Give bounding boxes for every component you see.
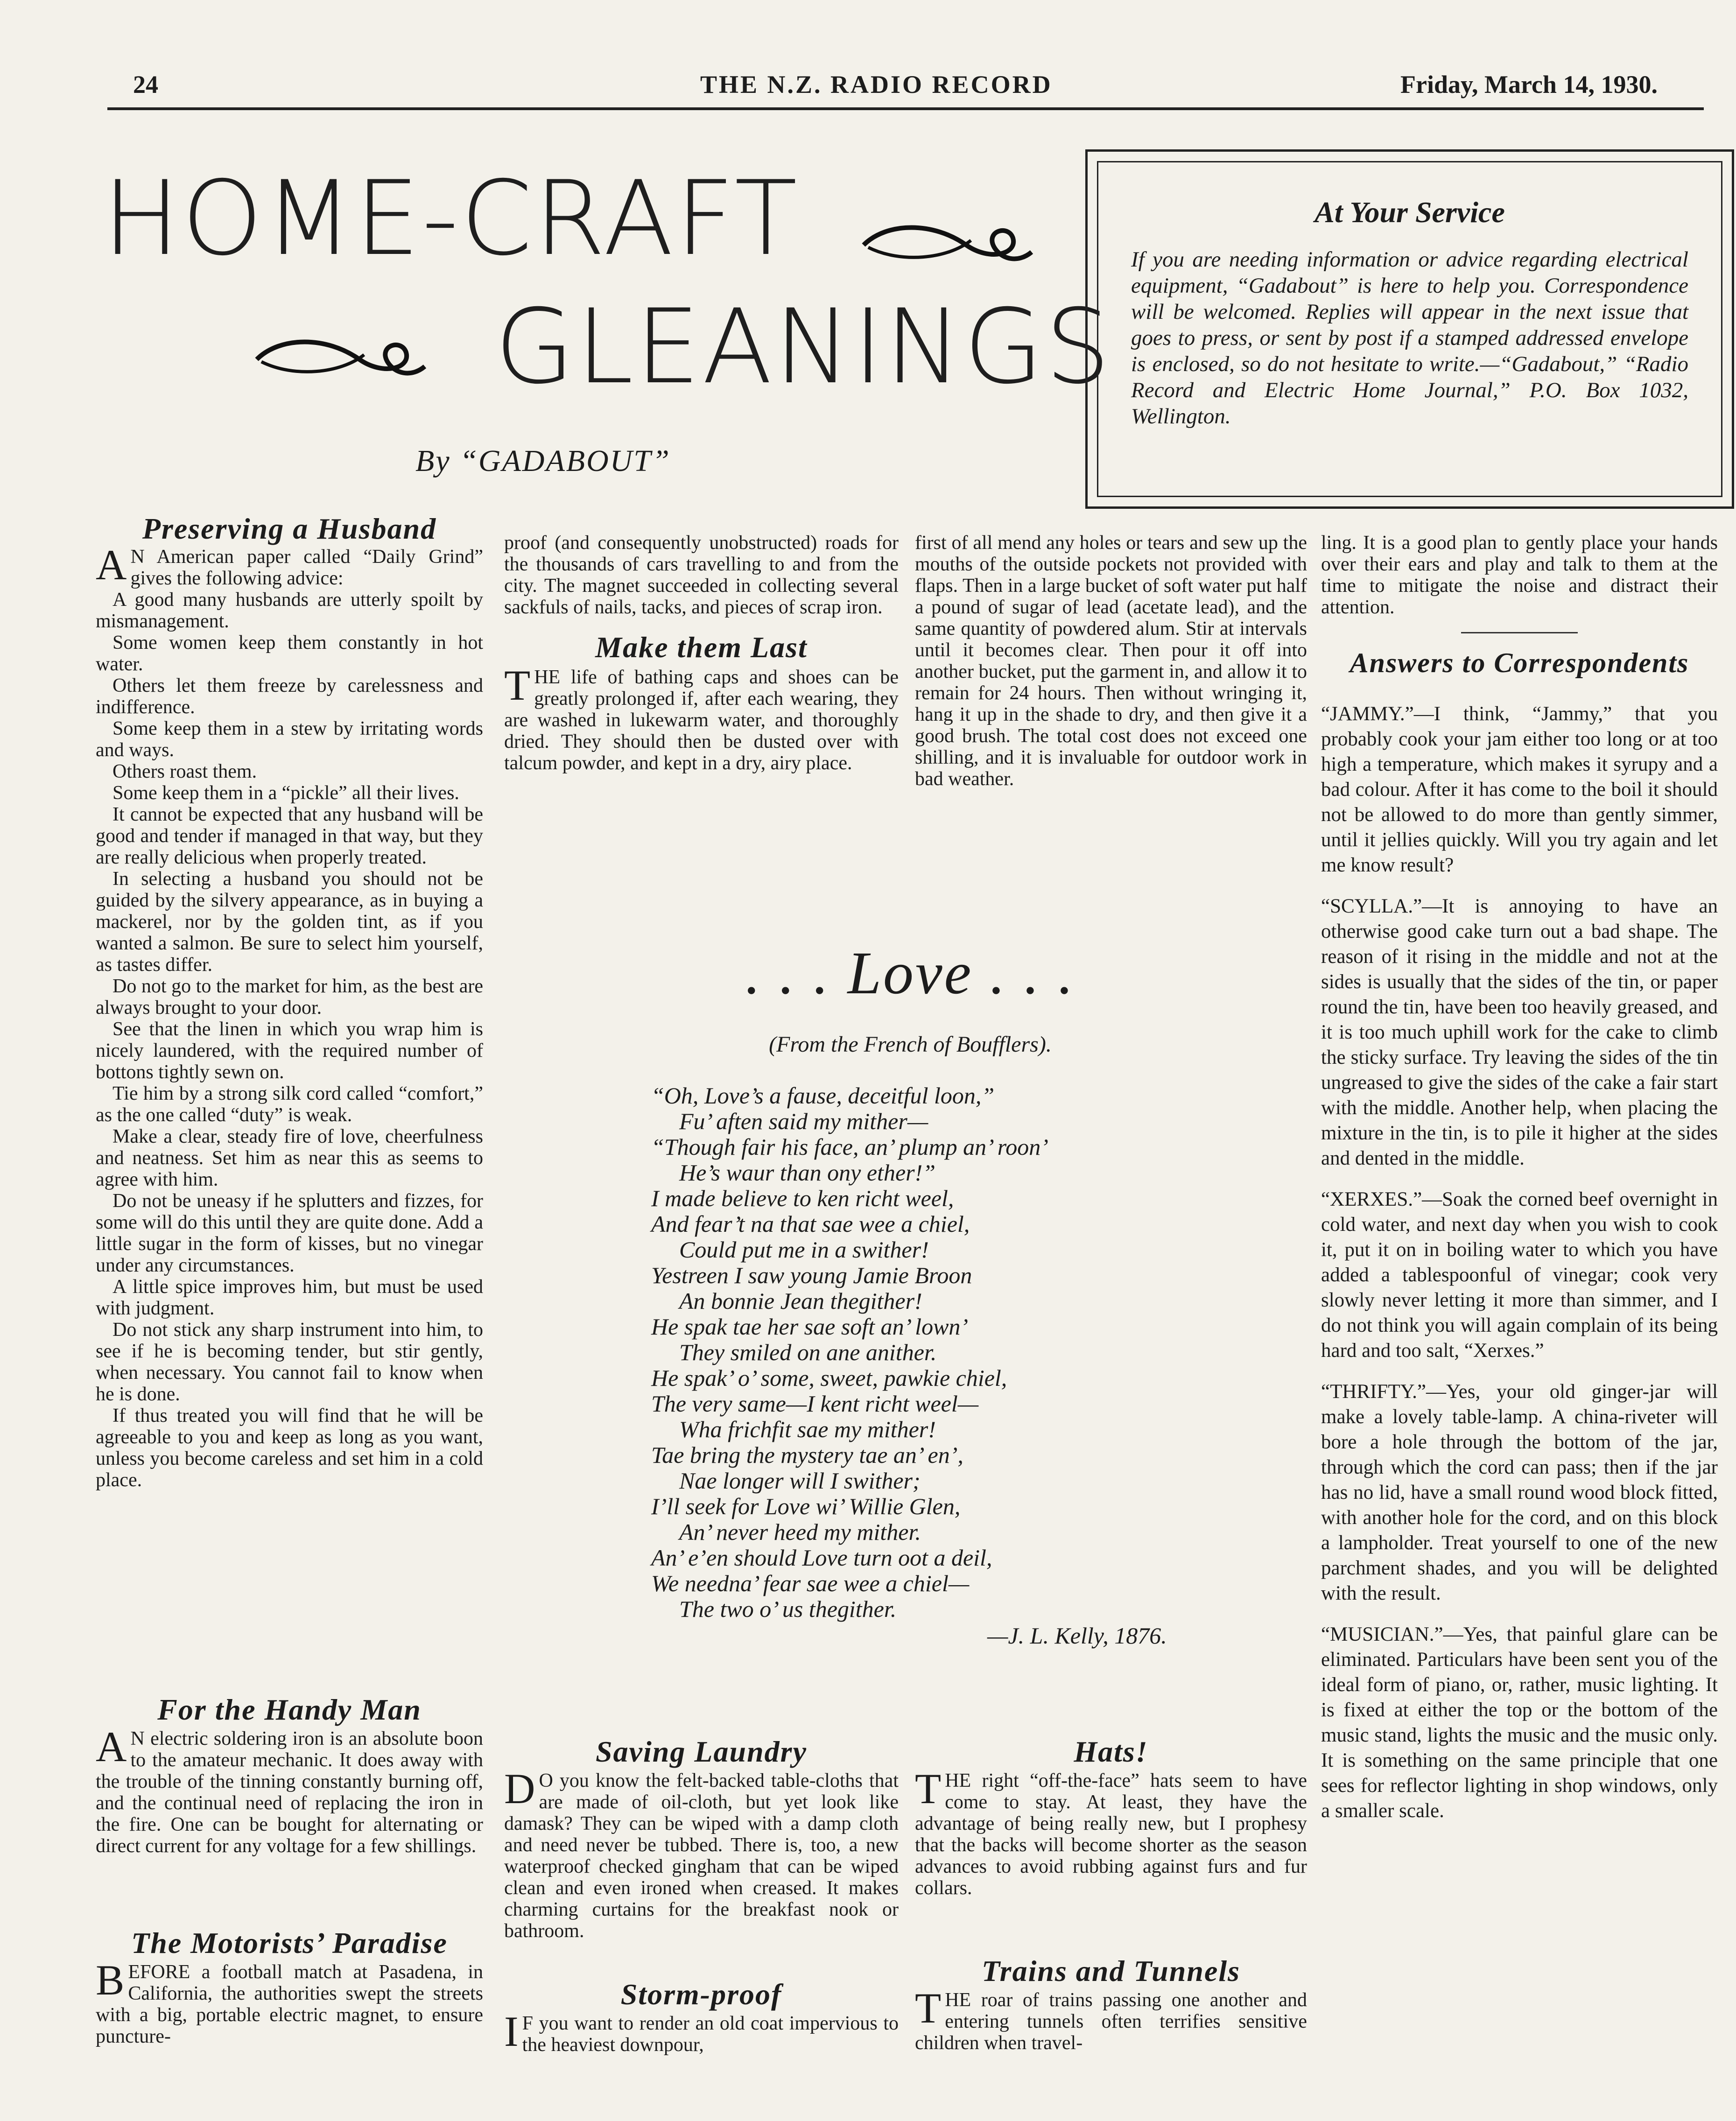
trains-continuation: ling. It is a good plan to gently place your hands over their ears and play and talk to them at the time to mitigate the noise and distract their attention. — [1321, 532, 1718, 618]
hats-text: HE right “off-the-face” hats seem to have come to stay. At least, they have the advantage of being really new, but I prophesy that the backs will become shorter as the season advances to avoid rubbing against furs and fur collars. — [915, 1770, 1307, 1899]
poem-line: An bonnie Jean thegither! — [679, 1288, 922, 1314]
answers-heading: Answers to Correspondents — [1349, 647, 1689, 678]
paragraph: Tie him by a strong silk cord called “comfort,” as the one called “duty” is weak. — [96, 1083, 483, 1126]
page-number: 24 — [133, 70, 158, 98]
poem-line: We needna’ fear sae wee a chiel— — [651, 1570, 970, 1596]
title-line-2: GLEANINGS — [495, 287, 1112, 407]
paragraph: It cannot be expected that any husband will be good and tender if managed in that way, but they are really delicious when properly treated. — [96, 804, 483, 868]
issue-date: Friday, March 14, 1930. — [1400, 70, 1658, 98]
hats-article — [915, 1735, 1307, 1899]
poem-line: He spak’ o’ some, sweet, pawkie chiel, — [651, 1365, 1007, 1391]
handy-man-text: N electric soldering iron is an absolute boon to the amateur mechanic. It does away with the trouble of the tinning constantly burning off, and the continual need of replacing the iron in the fire. One can be bought for alternating or direct current for any voltage for a few shillings. — [96, 1728, 483, 1857]
motorists-continuation: proof (and consequently unobstructed) roads for the thousands of cars travelling to and from the city. The magnet succeeded in collecting several sackfuls of nails, tacks, and pieces of scrap iron. — [504, 532, 899, 618]
answers-list — [1321, 702, 1718, 1824]
love-subtitle: (From the French of Boufflers). — [769, 1032, 1052, 1057]
paragraph: N American paper called “Daily Grind” gives the following advice: — [130, 546, 483, 589]
paragraph: In selecting a husband you should not be guided by the silvery appearance, as in buying a mackerel, nor by the golden tint, as if you wanted a salmon. Be sure to select him yourself, as tastes differ. — [96, 868, 483, 976]
answer-text: —Yes, that painful glare can be eliminated. Particulars have been sent you of the ideal form of piano, or, rather, music lighting. It is fixed at either the top or the bottom of the music stand, lights the music and the music only. It is something on the same principle that one sees for reflector lighting in shop windows, only a smaller scale. — [1321, 1623, 1718, 1822]
answer-text: —I think, “Jammy,” that you probably cook your jam either too long or at too high a temperature, which makes it syrupy and a bad colour. After it has come to the boil it should not be allowed to do more than gently simmer, until it jellies quickly. Will you try again and let me know result? — [1321, 703, 1718, 876]
poem-line: Could put me in a swither! — [679, 1236, 929, 1263]
answer-item — [1321, 1622, 1718, 1824]
dropcap: A — [96, 541, 127, 589]
answer-name: “MUSICIAN.” — [1321, 1623, 1443, 1645]
column-2 — [504, 532, 899, 774]
dropcap: T — [915, 1765, 942, 1812]
handy-man-heading: For the Handy Man — [157, 1693, 422, 1726]
handy-man-article — [96, 1693, 483, 1857]
poem-line: He’s waur than ony ether!” — [679, 1159, 936, 1186]
poem-line: An’ e’en should Love turn oot a deil, — [651, 1545, 992, 1571]
poem-line: The two o’ us thegither. — [679, 1596, 897, 1622]
column-1 — [96, 512, 483, 1491]
masthead-rule — [107, 107, 1704, 110]
laundry-text: O you know the felt-backed table-cloths that are made of oil-cloth, but yet look like damask? They can be wiped with a damp cloth and need never be tubbed. There is, too, a new waterproof checked gingham that can be wiped clean and even ironed when creased. It makes charming curtains for the breakfast nook or bathroom. — [504, 1770, 899, 1942]
poem-line: They smiled on ane anither. — [679, 1339, 937, 1365]
poem-line: I’ll seek for Love wi’ Willie Glen, — [651, 1493, 961, 1519]
answer-text: —It is annoying to have an otherwise good cake turn out a bad shape. The reason of it rising in the middle and not at the sides is usually that the sides of the tin, or paper round the tin, have been too heavily greased, and it is too much uphill work for the cake to climb the sticky surface. Try leaving the sides of the tin ungreased to give the sides of the cake a fair start with the middle. Another help, when placing the mixture in the tin, is to pile it higher at the sides and dented in the middle. — [1321, 895, 1718, 1169]
flourish-icon-2 — [252, 327, 429, 387]
dropcap: T — [915, 1984, 942, 2032]
paragraph: Others roast them. — [112, 761, 257, 782]
dropcap: I — [504, 2008, 519, 2055]
make-last-heading: Make them Last — [595, 631, 808, 664]
answer-name: “XERXES.” — [1321, 1188, 1422, 1210]
paragraph: Some keep them in a stew by irritating words and ways. — [96, 718, 483, 761]
answer-item — [1321, 1187, 1718, 1363]
answer-text: —Yes, your old ginger-jar will make a lovely table-lamp. A china-riveter will bore a hole through the bottom of the jar, through which the cord can pass; then if the jar has no lid, have a small round wood block fitted, with another hole for the cord, and on this block a lampholder. Treat yourself to one of the new parchment shades, and you will be delighted with the result. — [1321, 1381, 1718, 1604]
trains-heading: Trains and Tunnels — [981, 1954, 1241, 1988]
poem-line: The very same—I kent richt weel— — [651, 1391, 979, 1417]
answer-name: “SCYLLA.” — [1321, 895, 1422, 917]
answer-item — [1321, 1379, 1718, 1606]
dropcap: D — [504, 1765, 535, 1812]
poem-line: He spak tae her sae soft an’ lown’ — [651, 1313, 969, 1340]
poem-line: And fear’t na that sae wee a chiel, — [651, 1211, 970, 1237]
laundry-heading: Saving Laundry — [596, 1735, 807, 1768]
hats-heading: Hats! — [1074, 1735, 1148, 1768]
paragraph: A little spice improves him, but must be used with judgment. — [96, 1276, 483, 1319]
service-body: If you are needing information or advice regarding electrical equipment, “Gadabout” is here to help you. Correspondence will be welcomed. Replies will appear in the next issue that goes to press, or sent by post if a stamped addressed envelope is enclosed, so do not hesitate to write.—“Gadabout,” “Radio Record and Electric Home Journal,” P.O. Box 1032, Wellington. — [1131, 247, 1688, 428]
motorists-text: EFORE a football match at Pasadena, in California, the authorities swept the streets with a big, portable electric magnet, to ensure puncture- — [96, 1961, 483, 2047]
poem-attribution: —J. L. Kelly, 1876. — [987, 1622, 1167, 1649]
title-line-1: HOME-CRAFT — [103, 159, 799, 278]
service-heading: At Your Service — [1314, 196, 1505, 229]
dropcap: T — [504, 661, 531, 709]
poem-line: “Though fair his face, an’ plump an’ roon’ — [651, 1134, 1048, 1160]
dropcap: A — [96, 1723, 127, 1770]
answer-name: “THRIFTY.” — [1321, 1381, 1426, 1403]
flourish-icon — [859, 212, 1036, 273]
paragraph: Do not be uneasy if he splutters and fizzes, for some will do this until they are quite done. Add a little sugar in the form of kisses, but no vinegar under any circumstances. — [96, 1190, 483, 1276]
love-title: . . . Love . . . — [745, 940, 1075, 1007]
answer-item — [1321, 702, 1718, 878]
divider — [1461, 632, 1578, 633]
service-box — [1085, 149, 1734, 509]
paragraph: If thus treated you will find that he will be agreeable to you and keep as long as you want, unless you become careless and set him in a cold place. — [96, 1405, 483, 1491]
answer-item — [1321, 894, 1718, 1171]
preserving-heading: Preserving a Husband — [142, 512, 437, 545]
poem-line: Tae bring the mystery tae an’ en’, — [651, 1442, 963, 1468]
poem-line: Fu’ aften said my mither— — [679, 1108, 928, 1134]
paragraph: Some women keep them constantly in hot water. — [96, 632, 483, 675]
dropcap: B — [96, 1956, 125, 2004]
storm-article — [504, 1978, 899, 2056]
storm-text: F you want to render an old coat impervious to the heaviest downpour, — [522, 2013, 899, 2056]
love-poem — [651, 1083, 1211, 1622]
laundry-article — [504, 1735, 899, 1942]
paragraph: Others let them freeze by carelessness and indifference. — [96, 675, 483, 718]
poem-line: Nae longer will I swither; — [679, 1468, 921, 1494]
paragraph: Some keep them in a “pickle” all their lives. — [112, 782, 459, 804]
paragraph: Do not go to the market for him, as the best are always brought to your door. — [96, 976, 483, 1018]
paragraph: A good many husbands are utterly spoilt by mismanagement. — [96, 589, 483, 632]
coat-continuation: first of all mend any holes or tears and sew up the mouths of the outside pockets not provided with flaps. Then in a large bucket of soft water put half a pound of sugar of lead (acetate lead), and the same quantity of powdered alum. Stir at intervals until it becomes clear. Then pour it off into another bucket, put the garment in, and allow it to remain for 24 hours. Then without wringing it, hang it up in the shade to dry, and then give it a good brush. The total cost does not exceed one shilling, and it is invaluable for outdoor work in bad weather. — [915, 532, 1307, 790]
paragraph: Do not stick any sharp instrument into him, to see if he is becoming tender, but stir gently, when necessary. You cannot fail to know when he is done. — [96, 1319, 483, 1405]
motorists-heading: The Motorists’ Paradise — [131, 1926, 448, 1959]
poem-line: Yestreen I saw young Jamie Broon — [651, 1262, 972, 1288]
poem-line: “Oh, Love’s a fause, deceitful loon,” — [651, 1082, 995, 1109]
answer-text: —Soak the corned beef overnight in cold water, and next day when you wish to cook it, put it on in boiling water to which you have added a tablespoonful of vinegar; cook very slowly never letting it more than simmer, and I do not think you will again complain of its being hard and too salt, “Xerxes.” — [1321, 1188, 1718, 1362]
paragraph: See that the linen in which you wrap him is nicely laundered, with the required number of bottons tightly sewn on. — [96, 1018, 483, 1083]
poem-line: An’ never heed my mither. — [679, 1519, 921, 1545]
make-last-text: HE life of bathing caps and shoes can be greatly prolonged if, after each wearing, they are washed in lukewarm water, and thoroughly dried. They should then be dusted over with talcum powder, and kept in a dry, airy place. — [504, 667, 899, 774]
storm-heading: Storm-proof — [620, 1978, 782, 2011]
trains-text: HE roar of trains passing one another and entering tunnels often terrifies sensitive children when travel- — [915, 1989, 1307, 2054]
answer-name: “JAMMY.” — [1321, 703, 1414, 725]
column-3 — [915, 532, 1307, 790]
paragraph: Make a clear, steady fire of love, cheerfulness and neatness. Set him as near this as seems to agree with him. — [96, 1126, 483, 1190]
byline: By “GADABOUT” — [415, 444, 671, 478]
trains-article — [915, 1954, 1307, 2054]
poem-line: Wha frichfit sae my mither! — [679, 1416, 936, 1442]
publication-title: THE N.Z. RADIO RECORD — [700, 70, 1053, 98]
column-4 — [1321, 532, 1718, 1840]
motorists-article — [96, 1926, 483, 2047]
poem-line: I made believe to ken richt weel, — [651, 1185, 954, 1211]
